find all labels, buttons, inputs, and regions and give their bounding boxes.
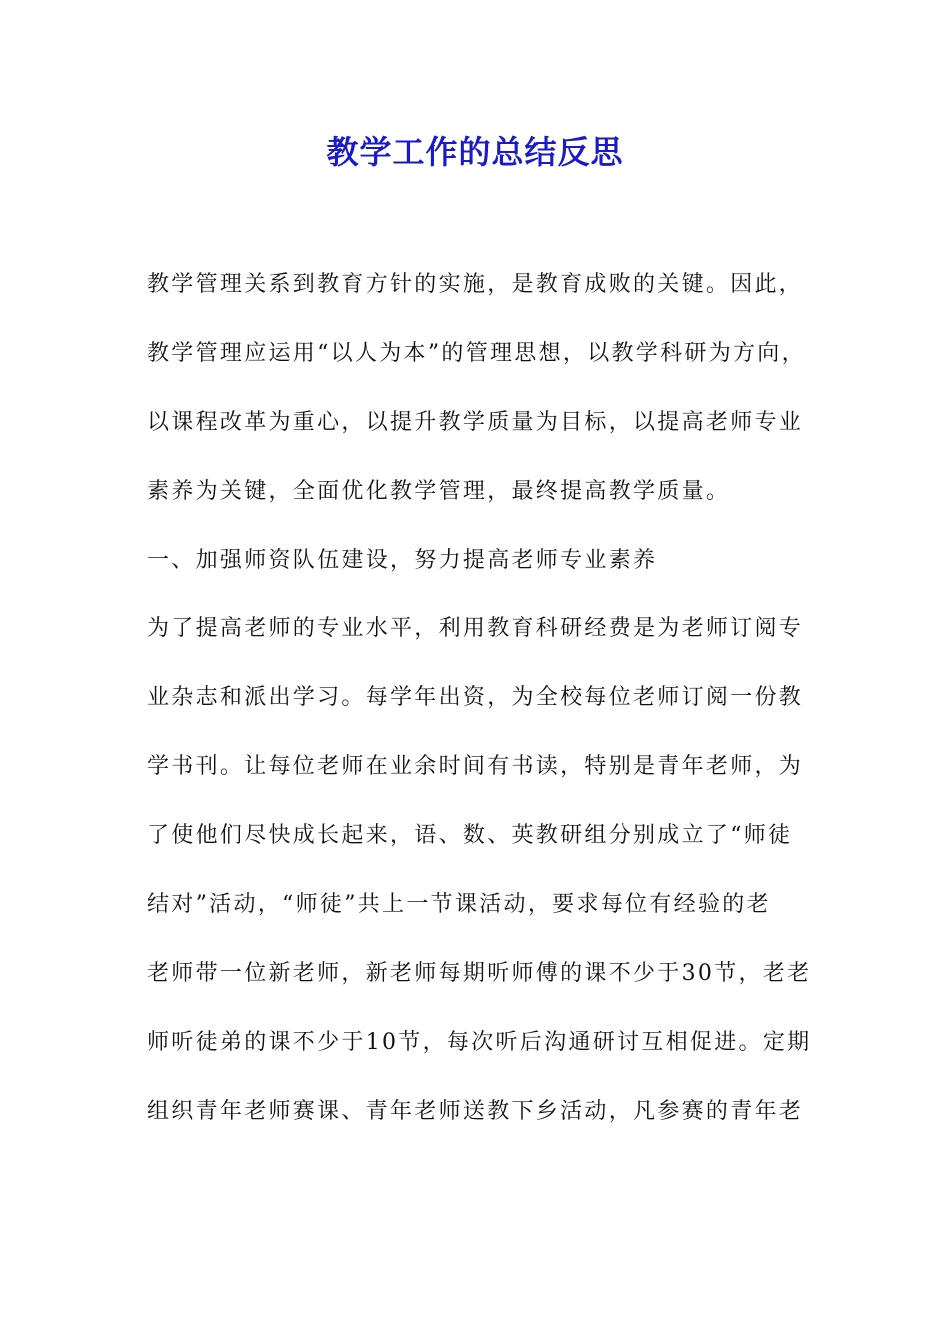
body-line: 老师带一位新老师，新老师每期听师傅的课不少于30节，老老 [147, 960, 812, 986]
body-line: 了使他们尽快成长起来，语、数、英教研组分别成立了“师徒 [147, 823, 793, 849]
body-line: 教学管理关系到教育方针的实施，是教育成败的关键。因此， [147, 272, 804, 297]
body-line: 业杂志和派出学习。每学年出资，为全校每位老师订阅一份教 [147, 685, 804, 711]
body-line: 师听徒弟的课不少于10节，每次听后沟通研讨互相促进。定期 [147, 1029, 812, 1055]
document-body [147, 268, 817, 1164]
body-line: 学书刊。让每位老师在业余时间有书读，特别是青年老师，为 [147, 754, 804, 780]
section-heading: 一、加强师资队伍建设，努力提高老师专业素养 [147, 547, 658, 573]
body-line: 素养为关键，全面优化教学管理，最终提高教学质量。 [147, 478, 731, 504]
body-line: 组织青年老师赛课、青年老师送教下乡活动，凡参赛的青年老 [147, 1098, 804, 1124]
body-line: 结对”活动，“师徒”共上一节课活动，要求每位有经验的老 [147, 892, 771, 918]
body-line: 教学管理应运用“以人为本”的管理思想，以教学科研为方向， [147, 340, 806, 366]
body-line: 以课程改革为重心，以提升教学质量为目标，以提高老师专业 [147, 409, 804, 435]
body-line: 为了提高老师的专业水平，利用教育科研经费是为老师订阅专 [147, 616, 804, 642]
document-title: 教学工作的总结反思 [326, 133, 624, 171]
